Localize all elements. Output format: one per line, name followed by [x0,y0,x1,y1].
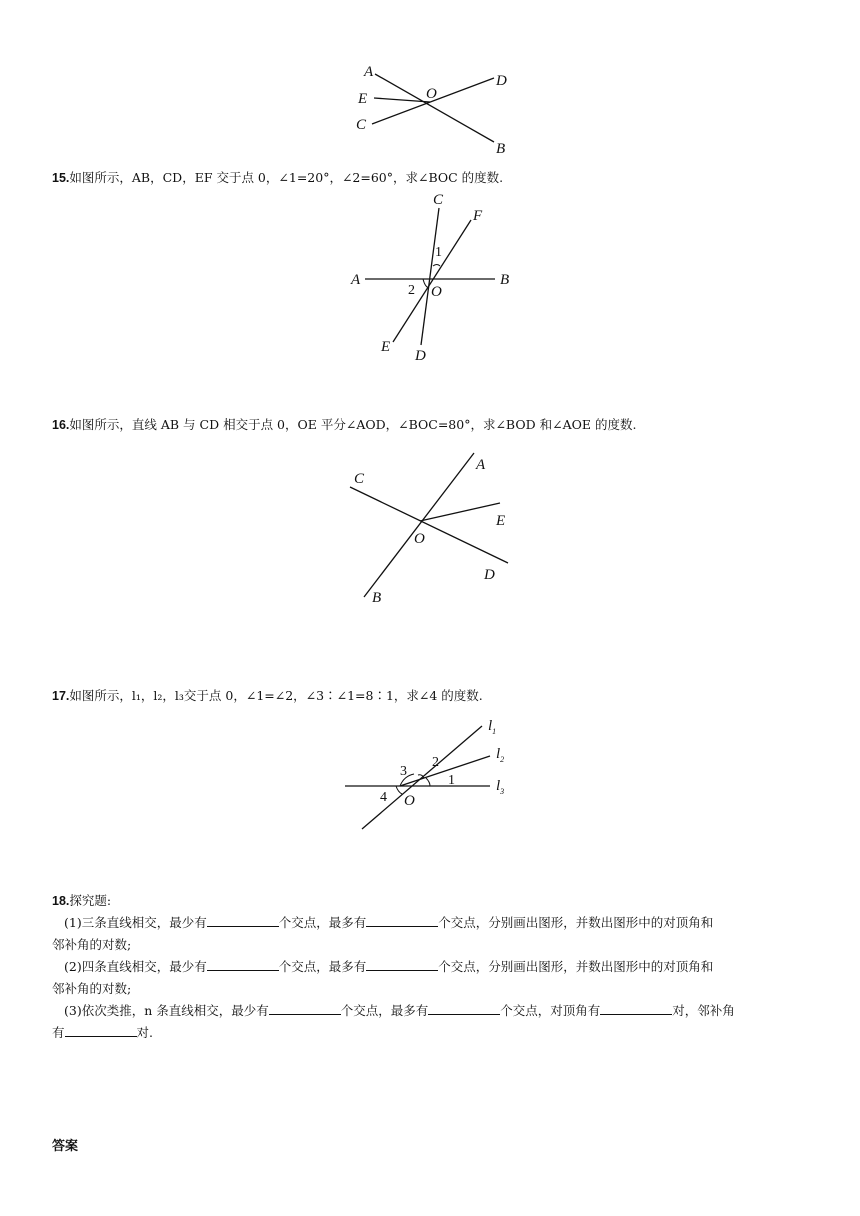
label-O: O [404,793,415,809]
label-E: E [358,91,368,107]
label-O: O [414,531,425,547]
part-3-cont: 有 对. [52,1022,812,1044]
figure-q17 [340,712,530,832]
angle-4-arc [396,786,402,794]
label-D: D [484,567,495,583]
angle-2-label: 2 [432,755,439,770]
question-17 [52,686,483,706]
label-l3: $l_3$ [496,778,505,796]
question-15 [52,168,503,188]
angle-2-label: 2 [408,283,415,298]
question-number: 17. [52,689,70,703]
line-CD [421,208,439,345]
label-A: A [476,457,486,473]
angle-3-label: 3 [400,764,407,779]
angle-1-arc [433,265,440,267]
line-l1 [362,726,482,829]
answer-heading: 答案 [52,1138,79,1153]
question-18-title [52,890,812,912]
label-E: E [496,513,506,529]
line-l2 [400,756,490,786]
question-number: 18. [52,894,70,908]
part-2: (2)四条直线相交，最少有 个交点，最多有 个交点，分别画出图形，并数出图形中的对顶角和 [52,956,812,978]
figure-q14 [350,60,530,160]
part-1: (1)三条直线相交，最少有 个交点，最多有 个交点，分别画出图形，并数出图形中的对顶角和 [52,912,812,934]
label-l1: $l_1$ [488,718,497,736]
angle-1-label: 1 [448,773,455,788]
blank-input[interactable] [269,1000,341,1015]
line-AB [364,453,474,597]
label-B: B [372,590,382,606]
label-B: B [500,272,510,288]
label-A: A [351,272,361,288]
label-l2: $l_2$ [496,746,505,764]
figure-q16 [340,445,540,615]
blank-input[interactable] [65,1022,137,1037]
question-title: 探究题: [69,893,112,908]
question-number: 16. [52,418,70,432]
part-2-cont: 邻补角的对数; [52,981,132,996]
blank-input[interactable] [428,1000,500,1015]
label-B: B [496,141,506,157]
label-C: C [354,471,365,487]
label-C: C [433,192,444,208]
label-O: O [426,86,437,102]
label-O: O [431,284,442,300]
blank-input[interactable] [600,1000,672,1015]
ray-OE [420,503,500,521]
question-number: 15. [52,171,70,185]
angle-4-label: 4 [380,790,387,805]
question-text: 如图所示，直线 AB 与 CD 相交于点 0，OE 平分∠AOD，∠BOC=80°，求∠BOD 和∠AOE 的度数. [69,417,637,432]
part-1-cont: 邻补角的对数; [52,937,132,952]
label-A: A [364,64,374,80]
angle-1-arc [426,778,430,786]
line-EF [393,220,471,342]
label-C: C [356,117,367,133]
label-D: D [496,73,507,89]
blank-input[interactable] [366,956,438,971]
label-F: F [473,208,483,224]
line-CD [350,487,508,563]
part-3: (3)依次类推，n 条直线相交，最少有 个交点，最多有 个交点，对顶角有 对，邻补角 [52,1000,812,1022]
question-text: 如图所示，AB，CD，EF 交于点 0，∠1=20°，∠2=60°，求∠BOC 的度数. [69,170,504,185]
angle-1-label: 1 [435,245,442,260]
question-text: 如图所示，l₁，l₂，l₃交于点 0，∠1=∠2，∠3∶∠1=8∶1，求∠4 的度数. [69,688,483,703]
figure-q15 [345,190,525,365]
blank-input[interactable] [207,912,279,927]
label-D: D [415,348,426,364]
label-E: E [381,339,391,355]
question-18 [52,890,812,1044]
blank-input[interactable] [207,956,279,971]
question-16 [52,415,636,435]
blank-input[interactable] [366,912,438,927]
